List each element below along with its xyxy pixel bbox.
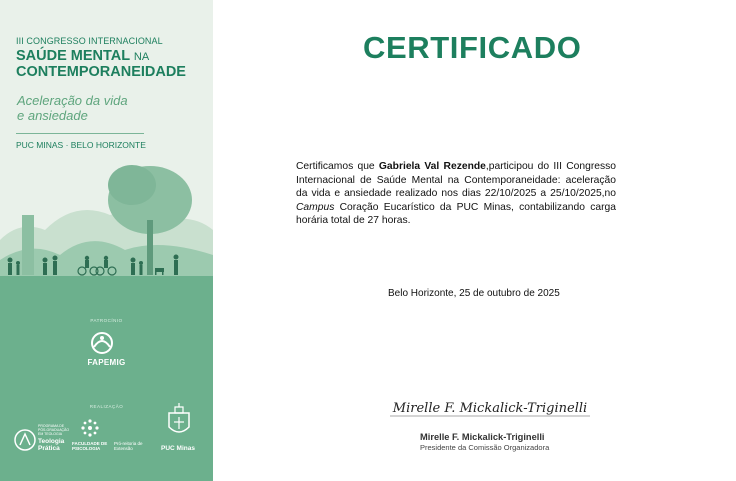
puc-minas-label: PUC Minas	[161, 445, 195, 452]
fapemig-logo-icon	[88, 329, 116, 357]
tree-trunk	[147, 220, 153, 275]
body-prefix: Certificamos que	[296, 161, 379, 172]
extension-line2: Extensão	[114, 446, 133, 452]
congress-title	[16, 49, 186, 80]
extension-text	[114, 441, 143, 451]
place-and-date: Belo Horizonte, 25 de outubro de 2025	[388, 288, 560, 299]
body-part1: ,participou do III Congresso Internacional de Saúde Mental na Contemporaneidade: aceleração da vida e ansiedade realizado nos dias 22/10/2025 a 25/10/2025,no	[296, 161, 617, 200]
tower	[22, 215, 34, 275]
psychology-line1: FACULDADE DE	[72, 441, 108, 446]
congress-subtitle-line2: e ansiedade	[17, 108, 88, 123]
sponsor-name: FAPEMIG	[87, 358, 126, 367]
psychology-faculty-text	[72, 441, 107, 451]
banner-divider	[16, 133, 144, 134]
theology-line1: PROGRAMA DE	[38, 424, 65, 428]
congress-title-line2: CONTEMPORANEIDADE	[16, 64, 186, 80]
congress-title-line1: SAÚDE MENTAL	[16, 48, 130, 64]
certificate-title: CERTIFICADO	[363, 30, 582, 65]
certificate-body	[296, 160, 616, 228]
psychology-faculty-logo-icon	[80, 418, 100, 438]
psychology-line2: PSICOLOGIA	[72, 446, 101, 452]
theology-line3: EM TEOLOGIA	[38, 432, 63, 437]
pratica-word: Prática	[38, 445, 60, 452]
campus-word: Campus	[296, 201, 335, 213]
signature-image	[390, 390, 590, 422]
congress-banner	[0, 0, 213, 481]
participant-name: Gabriela Val Rezende	[378, 161, 486, 172]
congress-location: PUC MINAS · BELO HORIZONTE	[16, 140, 146, 150]
theology-line2: PÓS-GRADUAÇÃO	[38, 428, 70, 433]
theology-program-text	[38, 424, 69, 437]
theology-program-logo-icon	[12, 427, 38, 453]
signature-script: Mirelle F. Mickalick-Triginelli	[392, 401, 588, 416]
congress-edition: III CONGRESSO INTERNACIONAL	[16, 36, 163, 46]
tree-canopy-top	[108, 165, 156, 205]
congress-title-na: NA	[133, 51, 150, 63]
theology-word: Teologia	[38, 438, 65, 445]
body-part2: Coração Eucarístico da PUC Minas, contabilizando carga horária total de 27 horas.	[296, 201, 616, 227]
organizers-caption: REALIZAÇÃO	[89, 404, 124, 409]
sponsor-caption: PATROCÍNIO	[90, 318, 123, 323]
theology-brand	[38, 438, 64, 452]
puc-minas-crest-icon	[165, 403, 193, 441]
signer-role: Presidente da Comissão Organizadora	[420, 443, 550, 452]
extension-line1: Pró-reitoria de	[114, 441, 143, 446]
congress-subtitle	[17, 93, 128, 123]
signer-name: Mirelle F. Mickalick-Triginelli	[420, 432, 545, 442]
congress-subtitle-line1: Aceleração da vida	[17, 93, 128, 108]
landscape-illustration	[0, 160, 213, 290]
